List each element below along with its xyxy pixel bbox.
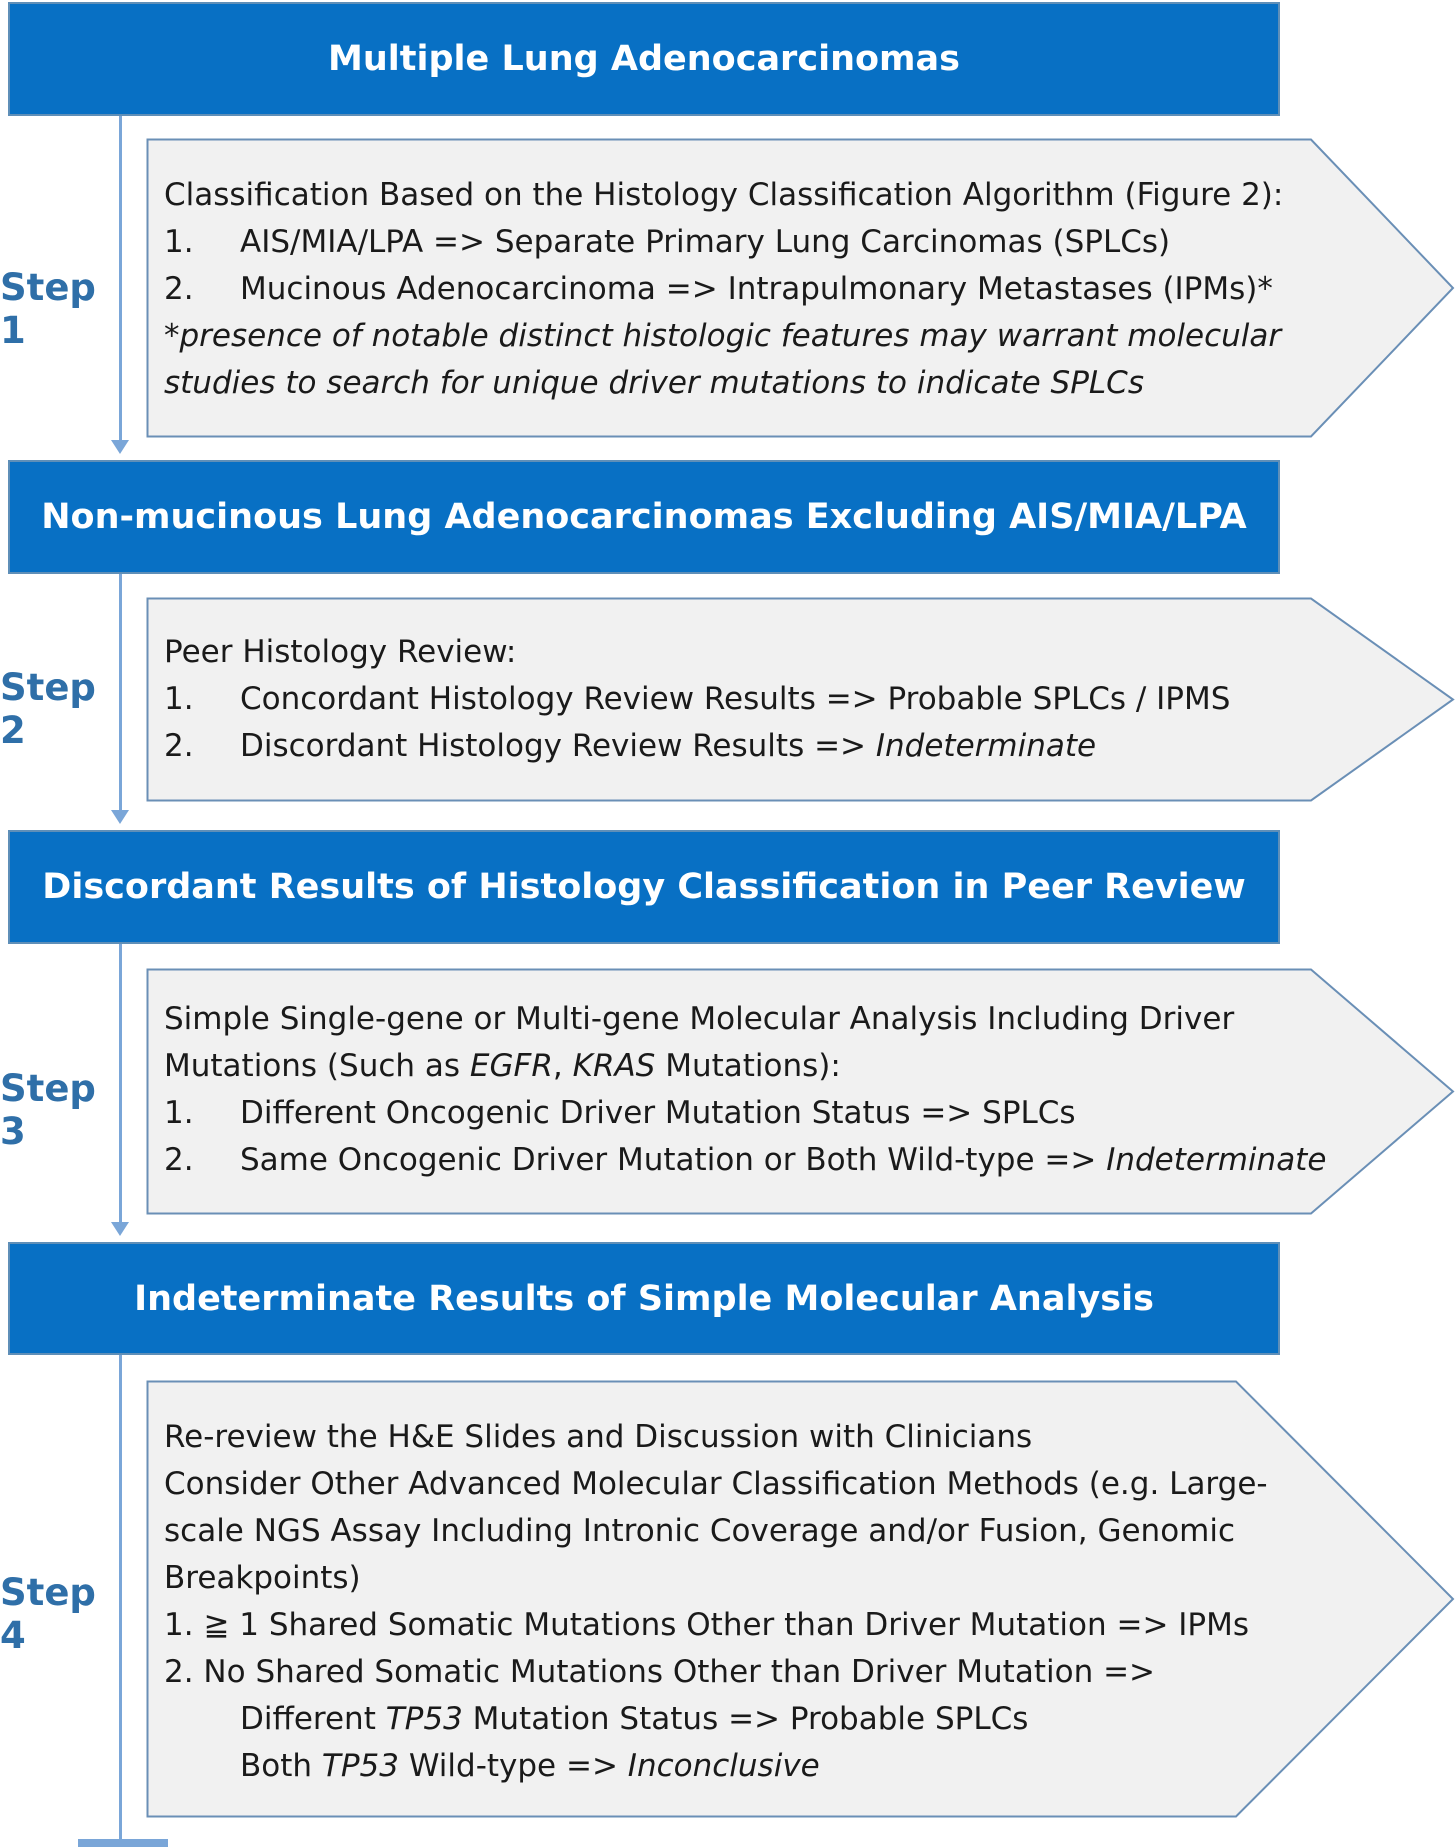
step-4-line-3: scale NGS Assay Including Intronic Coverage and/or Fusion, Genomic	[164, 1513, 1236, 1549]
arrow-down-icon	[111, 810, 129, 824]
list-number: 1.	[164, 681, 194, 717]
bottom-connector	[78, 1839, 168, 1847]
step-3-label: Step 3	[0, 1067, 96, 1153]
connector-line	[119, 944, 122, 1224]
step-3-text	[164, 996, 1326, 1184]
list-text-italic: Indeterminate	[1106, 1142, 1327, 1178]
connector-line	[119, 574, 122, 812]
list-number: 1.	[164, 224, 194, 260]
list-text: Mucinous Adenocarcinoma => Intrapulmonary Metastases (IPMs)*	[240, 271, 1273, 307]
step-4-line-4: Breakpoints)	[164, 1560, 361, 1596]
step-4-item-2: 2. No Shared Somatic Mutations Other than Driver Mutation =>	[164, 1654, 1156, 1690]
list-text: Different Oncogenic Driver Mutation Status => SPLCs	[240, 1095, 1076, 1131]
step-4-label: Step 4	[0, 1571, 96, 1657]
gene-tp53: TP53	[385, 1701, 463, 1737]
step-3-box	[146, 968, 1456, 1215]
step-4-text	[164, 1414, 1268, 1790]
list-text: Discordant Histology Review Results =>	[240, 728, 876, 764]
step-2-label: Step 2	[0, 666, 96, 752]
text-run: Both	[240, 1748, 322, 1784]
gene-tp53: TP53	[321, 1748, 399, 1784]
list-text: AIS/MIA/LPA => Separate Primary Lung Carcinomas (SPLCs)	[240, 224, 1171, 260]
step-4-item-1: 1. ≧ 1 Shared Somatic Mutations Other than Driver Mutation => IPMs	[164, 1607, 1249, 1643]
list-text-italic: Indeterminate	[875, 728, 1097, 764]
step-2-box	[146, 597, 1456, 802]
step-1-label: Step 1	[0, 266, 96, 352]
step-1-note-line-1: *presence of notable distinct histologic features may warrant molecular	[164, 318, 1282, 354]
step-2-item-2	[164, 723, 1230, 770]
step-1-text	[164, 172, 1283, 407]
step-2-text	[164, 629, 1230, 770]
gene-egfr: EGFR	[469, 1048, 553, 1084]
step-1-note-line-2: studies to search for unique driver mutations to indicate SPLCs	[164, 365, 1144, 401]
list-number: 2.	[164, 271, 194, 307]
step-1-item-2	[164, 266, 1283, 313]
step-4-sub-2	[164, 1743, 1268, 1790]
text-run: Mutation Status => Probable SPLCs	[462, 1701, 1029, 1737]
step-4-box	[146, 1380, 1456, 1818]
step-4-line-1: Re-review the H&E Slides and Discussion with Clinicians	[164, 1419, 1033, 1455]
step-1-item-1	[164, 219, 1283, 266]
text-run: Different	[240, 1701, 386, 1737]
connector-line	[119, 116, 122, 442]
step-3-intro-line-2	[164, 1043, 1326, 1090]
step-1-intro: Classification Based on the Histology Classification Algorithm (Figure 2):	[164, 177, 1284, 213]
header-multiple-lung-adenocarcinomas: Multiple Lung Adenocarcinomas	[8, 2, 1280, 116]
text-run: Mutations (Such as	[164, 1048, 470, 1084]
arrow-down-icon	[111, 440, 129, 454]
list-number: 1.	[164, 1095, 194, 1131]
step-3-item-1	[164, 1090, 1326, 1137]
gene-kras: KRAS	[572, 1048, 656, 1084]
header-discordant-results: Discordant Results of Histology Classification in Peer Review	[8, 830, 1280, 944]
header-non-mucinous: Non-mucinous Lung Adenocarcinomas Excluding AIS/MIA/LPA	[8, 460, 1280, 574]
connector-line	[119, 1355, 122, 1839]
step-4-line-2: Consider Other Advanced Molecular Classification Methods (e.g. Large-	[164, 1466, 1268, 1502]
step-3-item-2	[164, 1137, 1326, 1184]
list-text: Same Oncogenic Driver Mutation or Both Wild-type =>	[240, 1142, 1107, 1178]
step-3-intro-line-1: Simple Single-gene or Multi-gene Molecular Analysis Including Driver	[164, 1001, 1235, 1037]
step-2-intro: Peer Histology Review:	[164, 634, 517, 670]
text-run: ,	[552, 1048, 573, 1084]
step-4-sub-1	[164, 1696, 1268, 1743]
list-number: 2.	[164, 1142, 194, 1178]
text-italic: Inconclusive	[627, 1748, 820, 1784]
list-number: 2.	[164, 728, 194, 764]
header-indeterminate-results: Indeterminate Results of Simple Molecular Analysis	[8, 1242, 1280, 1355]
step-2-item-1	[164, 676, 1230, 723]
text-run: Mutations):	[655, 1048, 841, 1084]
text-run: Wild-type =>	[398, 1748, 628, 1784]
arrow-down-icon	[111, 1222, 129, 1236]
step-1-box	[146, 138, 1456, 438]
list-text: Concordant Histology Review Results => Probable SPLCs / IPMS	[240, 681, 1231, 717]
